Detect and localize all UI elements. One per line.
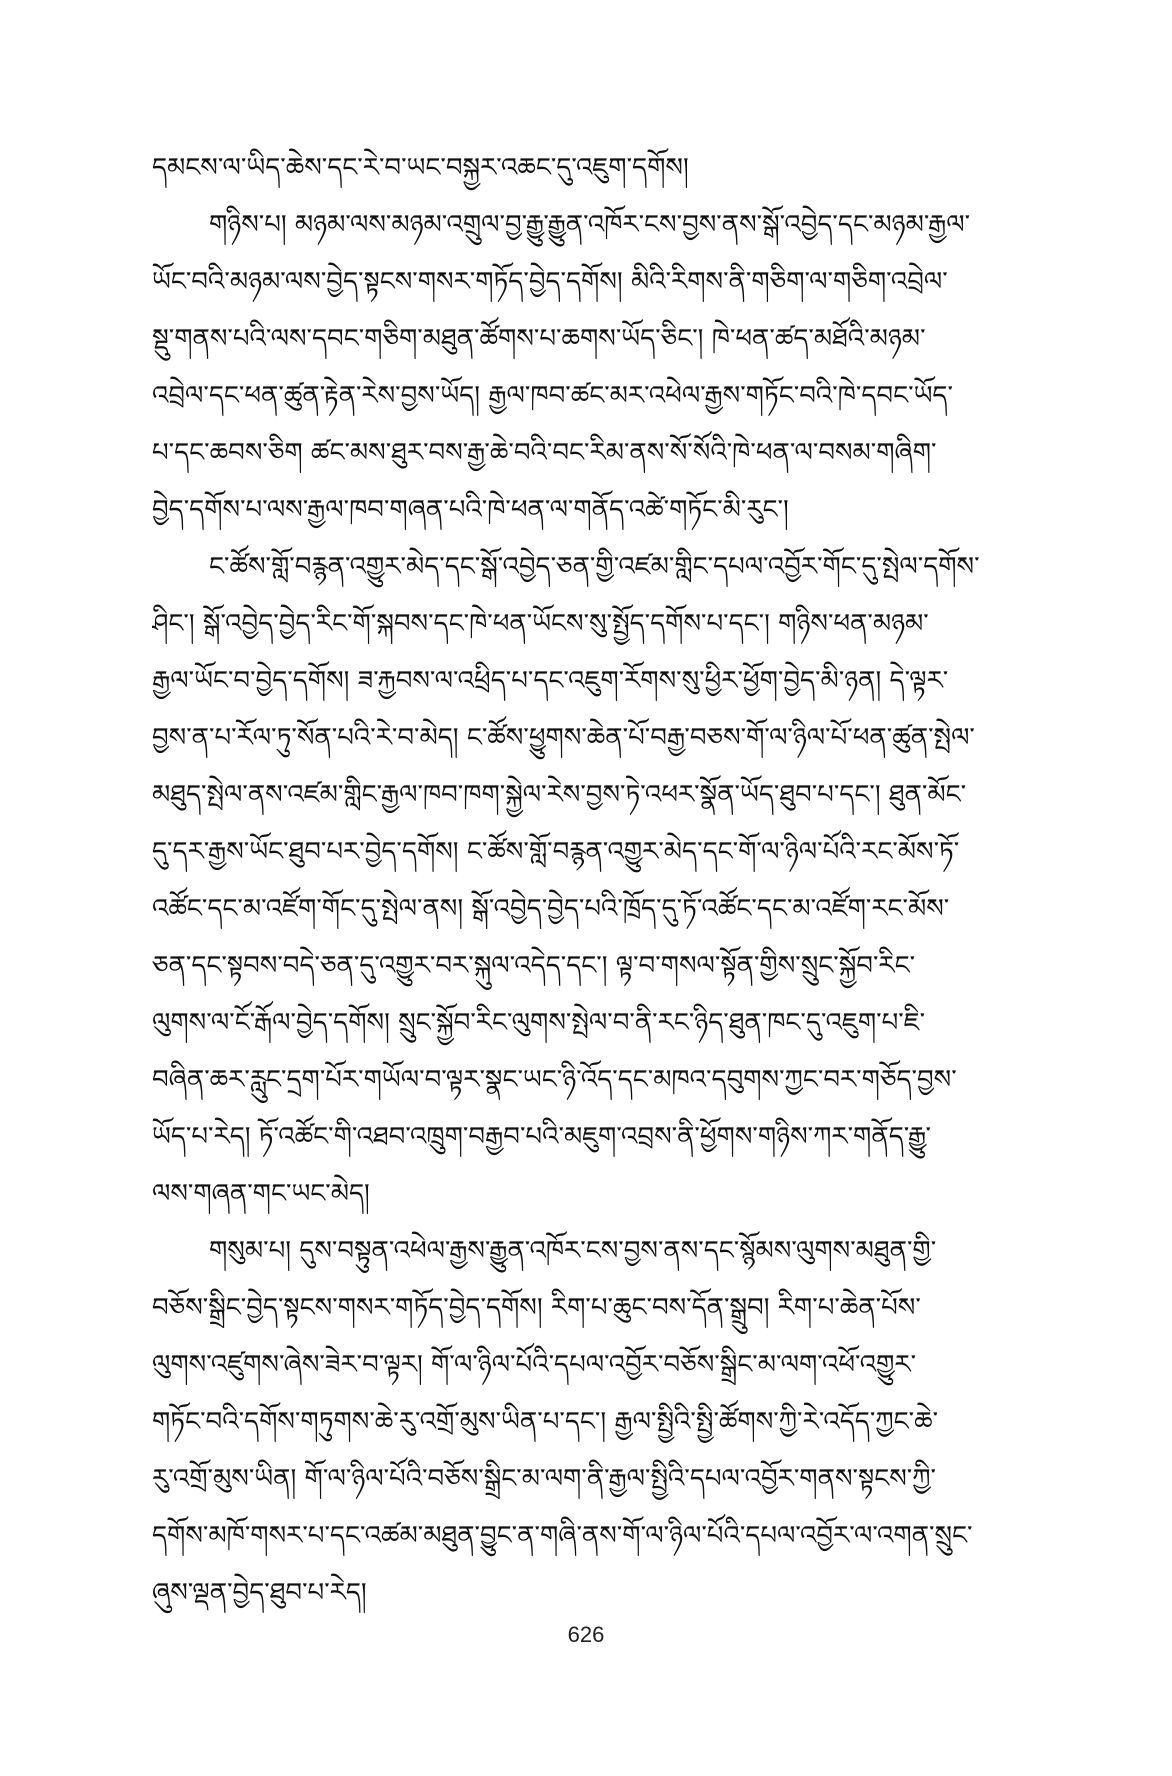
text-line: གཉིས་པ། མཉམ་ལས་མཉམ་འགྲུལ་བྱ་རྒྱུ་རྒྱུན་འཁོར་ངས་བྱས་ནས་སྒོ་འབྱེད་དང་མཉམ་རྒྱལ་ bbox=[209, 210, 971, 240]
text-line: བྱེད་དགོས་པ་ལས་རྒྱལ་ཁབ་གཞན་པའི་ཁེ་ཕན་ལ་གནོད་འཚེ་གཏོང་མི་རུང་། bbox=[152, 495, 789, 525]
text-line: བཞིན་ཆར་རླུང་དྲག་པོར་གཡོལ་བ་ལྟར་སྣང་ཡང་ཉི་འོད་དང་མཁའ་དབུགས་ཀྱང་བར་གཅོད་བྱས་ bbox=[152, 1065, 957, 1095]
page-number: 626 bbox=[567, 1622, 605, 1647]
text-line: ང་ཚོས་གློ་བརྙན་འགྱུར་མེད་དང་སྒོ་འབྱེད་ཅན་གྱི་འཛམ་གླིང་དཔལ་འབྱོར་གོང་དུ་སྤེལ་དགོས་ bbox=[209, 552, 980, 582]
text-line: འཚོང་དང་མ་འཛོག་གོང་དུ་སྤེལ་ནས། སྒོ་འབྱེད་བྱེད་པའི་ཁྲོད་དུ་ཏོ་འཚོང་དང་མ་འཛོག་རང་མོས་ bbox=[152, 894, 950, 924]
text-line: དམངས་ལ་ཡིད་ཆེས་དང་རེ་བ་ཡང་བསྐྱར་འཆང་དུ་འཇུག་དགོས། bbox=[152, 153, 689, 183]
text-line: ཡོད་པ་རེད། ཏོ་འཚོང་གི་འཐབ་འཁྲུག་བརྒྱབ་པའི་མཇུག་འབྲས་ནི་ཕྱོགས་གཉིས་ཀར་གནོད་རྒྱུ་ bbox=[152, 1122, 931, 1152]
text-line: བཅོས་སྒྲིང་བྱེད་སྟངས་གསར་གཏོད་བྱེད་དགོས། རིག་པ་ཆུང་བས་དོན་སྒྲུབ། རིག་པ་ཆེན་པོས་ bbox=[152, 1293, 921, 1323]
text-line: ཤིང་། སྒོ་འབྱེད་བྱེད་རིང་གོ་སྐབས་དང་ཁེ་ཕན་ཡོངས་སུ་སྤྱོད་དགོས་པ་དང་། གཉིས་ཕན་མཉམ་ bbox=[152, 609, 929, 639]
text-line: པ་དང་ཆབས་ཅིག ཚང་མས་ཐུར་བས་རྒྱ་ཆེ་བའི་བང་རིམ་ནས་སོ་སོའི་ཁེ་ཕན་ལ་བསམ་གཞིག་ bbox=[152, 438, 937, 468]
text-line: ཞུས་ལྡན་བྱེད་ཐུབ་པ་རེད། bbox=[152, 1578, 367, 1608]
text-line: འབྲེལ་དང་ཕན་ཚུན་རྟེན་རེས་བྱས་ཡོད། རྒྱལ་ཁབ་ཚང་མར་འཕེལ་རྒྱས་གཏོང་བའི་ཁེ་དབང་ཡོད་ bbox=[152, 381, 953, 411]
text-line: རུ་འགྲོ་མུས་ཡིན། གོ་ལ་ཉིལ་པོའི་བཅོས་སྒྲིང་མ་ལག་ནི་རྒྱལ་སྤྱིའི་དཔལ་འབྱོར་གནས་སྟངས་ཀྱི་ bbox=[152, 1464, 936, 1494]
text-line: མཐུད་སྤེལ་ནས་འཛམ་གླིང་རྒྱལ་ཁབ་ཁག་སྐྱེལ་རེས་བྱས་ཏེ་འཕར་སྣོན་ཡོད་ཐུབ་པ་དང་། ཐུན་མོང་ bbox=[152, 780, 967, 810]
text-line: དུ་དར་རྒྱས་ཡོང་ཐུབ་པར་བྱེད་དགོས། ང་ཚོས་གློ་བརྙན་འགྱུར་མེད་དང་གོ་ལ་ཉིལ་པོའི་རང་མོས་ཏོ་ bbox=[152, 837, 960, 867]
body-text bbox=[152, 140, 1020, 1622]
text-line: རྒྱལ་ཡོང་བ་བྱེད་དགོས། ཟ་རྐྱབས་ལ་འཕྲིད་པ་དང་འཇུག་རོགས་སུ་ཕྱིར་ཕྱོག་བྱེད་མི་ཉན། དེ་ལྟར་ bbox=[152, 666, 949, 696]
text-line: ལུགས་འཛུགས་ཞེས་ཟེར་བ་ལྟར། གོ་ལ་ཉིལ་པོའི་དཔལ་འབྱོར་བཅོས་སྒྲིང་མ་ལག་འཕོ་འགྱུར་ bbox=[152, 1350, 917, 1380]
text-line: ཡོང་བའི་མཉམ་ལས་བྱེད་སྟངས་གསར་གཏོད་བྱེད་དགོས། མིའི་རིགས་ནི་གཅིག་ལ་གཅིག་འབྲེལ་ bbox=[152, 267, 948, 297]
text-line: གཏོང་བའི་དགོས་གཏུགས་ཆེ་རུ་འགྲོ་མུས་ཡིན་པ་དང་། རྒྱལ་སྤྱིའི་སྤྱི་ཚོགས་ཀྱི་རེ་འདོད་ཀྱང་ཆེ་ bbox=[152, 1407, 939, 1437]
text-line: ལུགས་ལ་ངོ་རྒོལ་བྱེད་དགོས། སྲུང་སྐྱོབ་རིང་ལུགས་སྤེལ་བ་ནི་རང་ཉིད་ཐུན་ཁང་དུ་འཇུག་པ་ཇི་ bbox=[152, 1008, 926, 1038]
text-line: སྡུ་གནས་པའི་ལས་དབང་གཅིག་མཐུན་ཚོགས་པ་ཆགས་ཡོད་ཅིང་། ཁེ་ཕན་ཚད་མཐོའི་མཉམ་ bbox=[152, 324, 926, 354]
text-line: དགོས་མཁོ་གསར་པ་དང་འཚམ་མཐུན་བྱུང་ན་གཞི་ནས་གོ་ལ་ཉིལ་པོའི་དཔལ་འབྱོར་ལ་འགན་སྲུང་ bbox=[152, 1521, 973, 1551]
text-line: གསུམ་པ། དུས་བསྟུན་འཕེལ་རྒྱས་རྒྱུན་འཁོར་ངས་བྱས་ནས་དང་སྙོམས་ལུགས་མཐུན་གྱི་ bbox=[209, 1236, 937, 1266]
text-line: ཅན་དང་སྟབས་བདེ་ཅན་དུ་འགྱུར་བར་སྐུལ་འདེད་དང་། ལྟ་བ་གསལ་སྟོན་གྱིས་སྲུང་སྐྱོབ་རིང་ bbox=[152, 951, 916, 981]
text-line: བྱས་ན་པ་རོལ་ཏུ་སོན་པའི་རེ་བ་མེད། ང་ཚོས་ཕྱུགས་ཆེན་པོ་བརྒྱ་བཅས་གོ་ལ་ཉིལ་པོ་ཕན་ཚུན་སྤེལ་ bbox=[152, 723, 975, 753]
text-line: ལས་གཞན་གང་ཡང་མེད། bbox=[152, 1179, 370, 1209]
